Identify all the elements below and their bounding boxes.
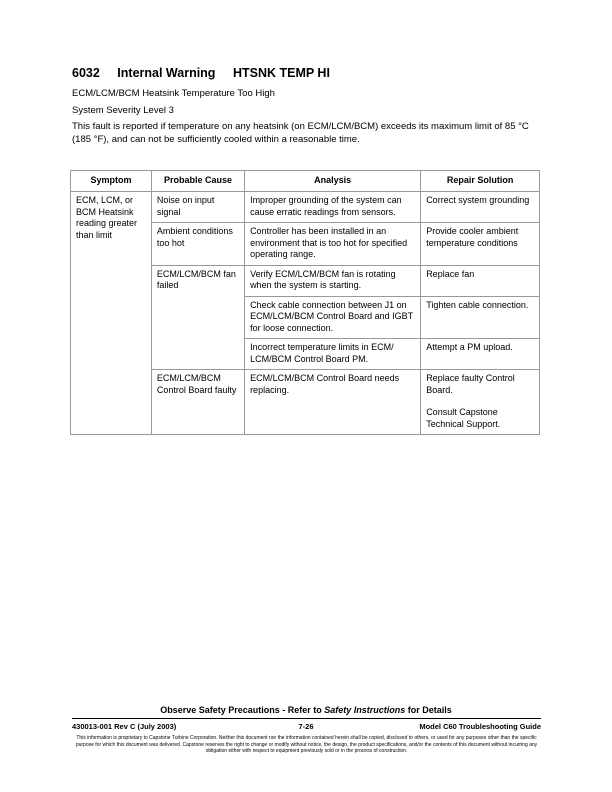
analysis-cell: Check cable connection between J1 on ECM/LCM/BCM Control Board and IGBT for loose connection. [245,296,421,339]
header-analysis: Analysis [245,171,421,192]
header-probable-cause: Probable Cause [151,171,244,192]
fault-name: Internal Warning [117,66,216,80]
cause-cell: ECM/LCM/BCM Control Board faulty [151,370,244,435]
document-number: 430013-001 Rev C (July 2003) [72,722,177,731]
cause-cell: Noise on input signal [151,192,244,223]
fault-code: 6032 [72,66,100,80]
severity-level: System Severity Level 3 [72,105,174,116]
symptom-cell: ECM, LCM, or BCM Heatsink reading greater than limit [71,192,152,435]
analysis-cell: Improper grounding of the system can cause erratic readings from sensors. [245,192,421,223]
solution-cell: Provide cooler ambient temperature conditions [421,223,540,266]
solution-cell [421,370,540,435]
fault-description: This fault is reported if temperature on any heatsink (on ECM/LCM/BCM) exceeds its maximum limit of 85 °C (185 °F), and can not be sufficiently cooled within a reasonable time. [72,121,529,145]
proprietary-notice: This information is proprietary to Capstone Turbine Corporation. Neither this document nor the information contained herein shall be copied, disclosed to others, or used for any purposes other than the specific purpose for which this document was delivered. Capstone reserves the right to change or modify without notice, the design, the product specifications, and/or the contents of this document without incurring any obligation either with respect to equipment previously sold or in the process of construction. [75,735,538,754]
header-symptom: Symptom [71,171,152,192]
analysis-cell: ECM/LCM/BCM Control Board needs replacing. [245,370,421,435]
fault-subtitle: ECM/LCM/BCM Heatsink Temperature Too High [72,88,275,99]
page-number: 7-26 [298,722,314,731]
solution-cell: Tighten cable connection. [421,296,540,339]
solution-text: Replace faulty Control Board. [426,373,515,395]
analysis-cell: Incorrect temperature limits in ECM/ LCM/BCM Control Board PM. [245,339,421,370]
solution-text: Consult Capstone Technical Support. [426,407,501,429]
fault-heading [72,66,344,80]
cause-cell: ECM/LCM/BCM fan failed [151,265,244,370]
fault-id: HTSNK TEMP HI [232,66,330,80]
table-row [71,192,540,223]
analysis-cell: Controller has been installed in an environment that is too hot for specified operating range. [245,223,421,266]
solution-cell: Correct system grounding [421,192,540,223]
troubleshooting-table [70,170,540,435]
table-header-row [71,171,540,192]
cause-cell: Ambient conditions too hot [151,223,244,266]
analysis-cell: Verify ECM/LCM/BCM fan is rotating when the system is starting. [245,265,421,296]
solution-cell: Attempt a PM upload. [421,339,540,370]
footer-divider [72,718,541,719]
guide-title: Model C60 Troubleshooting Guide [419,722,541,731]
header-repair-solution: Repair Solution [421,171,540,192]
solution-cell: Replace fan [421,265,540,296]
safety-notice: Observe Safety Precautions - Refer to Safety Instructions for Details [160,705,452,715]
